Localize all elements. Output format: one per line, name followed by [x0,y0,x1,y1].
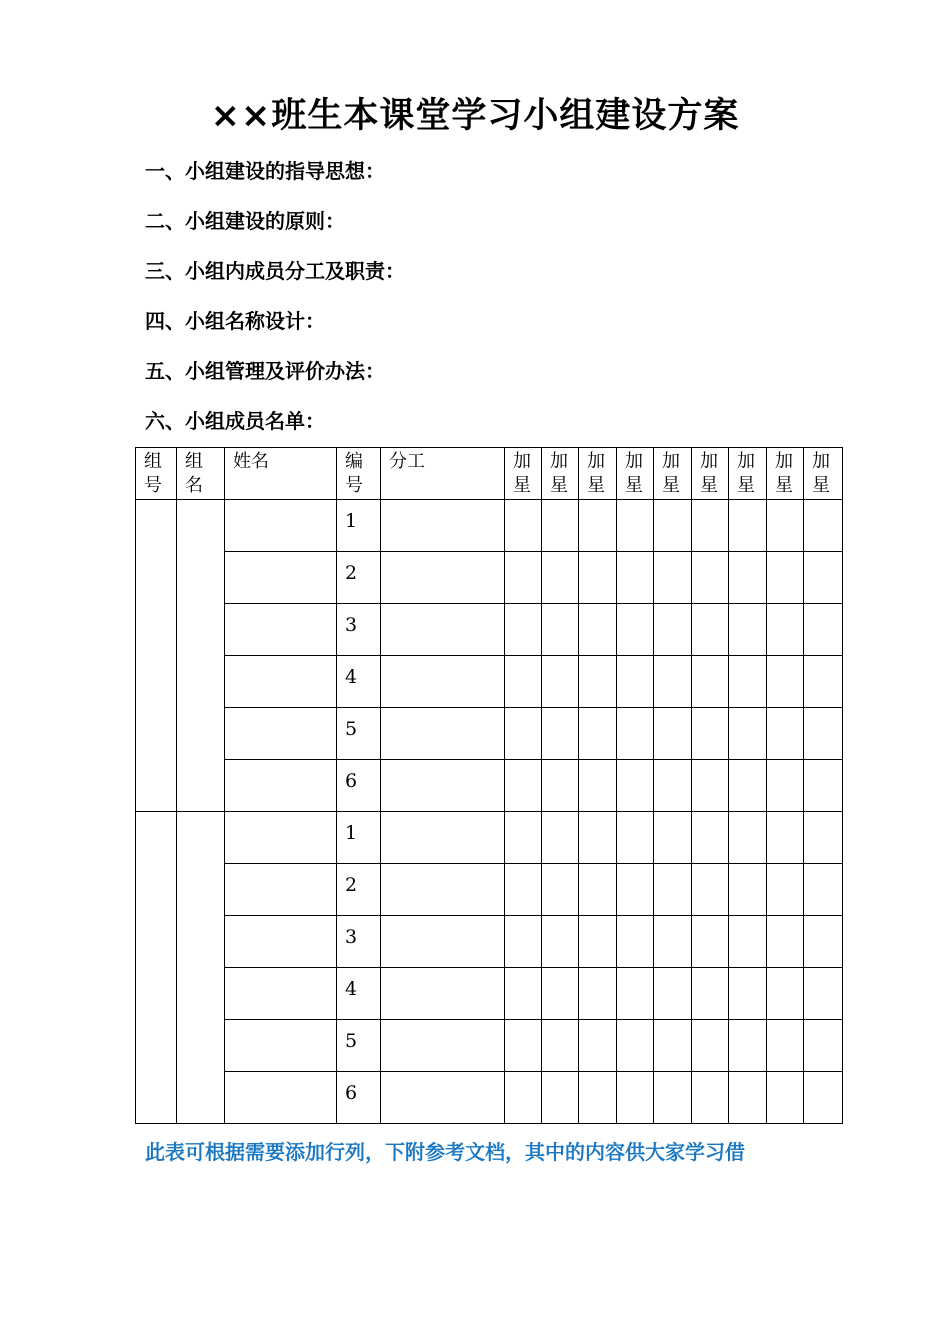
star-cell [654,604,692,656]
star-cell [729,656,767,708]
star-cell [804,968,843,1020]
member-role-cell [381,864,505,916]
star-cell [692,552,729,604]
member-name-cell [225,604,337,656]
star-cell [542,604,579,656]
star-cell [654,1072,692,1124]
table-header-row [136,448,843,500]
star-cell [692,1072,729,1124]
star-cell [617,604,654,656]
member-name-cell [225,812,337,864]
header-star: 加星 [579,448,617,500]
member-role-cell [381,552,505,604]
star-cell [617,812,654,864]
roster-table [135,447,843,1124]
member-number: 3 [345,926,358,948]
star-cell [729,500,767,552]
member-name-cell [225,1072,337,1124]
star-cell [729,604,767,656]
table-row [136,760,843,812]
table-row [136,656,843,708]
star-cell [505,1020,542,1072]
member-number: 6 [345,1082,358,1104]
star-cell [505,1072,542,1124]
member-role-cell [381,656,505,708]
star-cell [767,500,804,552]
member-number: 3 [345,614,358,636]
table-row [136,604,843,656]
star-cell [767,656,804,708]
member-role-cell [381,500,505,552]
header-star: 加星 [505,448,542,500]
star-cell [654,812,692,864]
member-number-cell [337,656,381,708]
section-list [145,155,405,455]
member-name-cell [225,864,337,916]
member-number-cell [337,968,381,1020]
star-cell [617,760,654,812]
star-cell [505,760,542,812]
star-cell [505,656,542,708]
star-cell [804,1020,843,1072]
footer-note: 此表可根据需要添加行列，下附参考文档，其中的内容供大家学习借 [145,1140,745,1164]
header-star: 加星 [542,448,579,500]
star-cell [729,1072,767,1124]
star-cell [505,552,542,604]
member-name-cell [225,552,337,604]
member-number-cell [337,864,381,916]
star-cell [692,812,729,864]
star-cell [579,864,617,916]
group-no-cell [136,500,177,812]
member-number-cell [337,708,381,760]
table-row [136,500,843,552]
member-name-cell [225,968,337,1020]
star-cell [804,604,843,656]
header-role: 分工 [381,448,505,500]
star-cell [692,656,729,708]
group-no-cell [136,812,177,1124]
star-cell [654,916,692,968]
member-name-cell [225,760,337,812]
section-heading: 四、小组名称设计： [145,309,325,333]
member-role-cell [381,968,505,1020]
member-role-cell [381,1020,505,1072]
star-cell [767,864,804,916]
star-cell [579,604,617,656]
star-cell [505,604,542,656]
member-role-cell [381,760,505,812]
star-cell [692,968,729,1020]
member-number-cell [337,552,381,604]
star-cell [767,708,804,760]
star-cell [542,864,579,916]
star-cell [692,500,729,552]
star-cell [804,760,843,812]
star-cell [505,500,542,552]
header-name: 姓名 [225,448,337,500]
star-cell [654,500,692,552]
member-number-cell [337,916,381,968]
star-cell [579,552,617,604]
member-number-cell [337,604,381,656]
section-heading: 五、小组管理及评价办法： [145,359,385,383]
star-cell [617,916,654,968]
star-cell [579,1072,617,1124]
star-cell [729,812,767,864]
member-number: 1 [345,822,358,844]
star-cell [804,500,843,552]
star-cell [729,552,767,604]
table-row [136,812,843,864]
header-star: 加星 [692,448,729,500]
table-row [136,864,843,916]
star-cell [692,1020,729,1072]
header-star: 加星 [654,448,692,500]
star-cell [617,968,654,1020]
header-group-no: 组号 [136,448,177,500]
star-cell [542,968,579,1020]
member-number-cell [337,1072,381,1124]
star-cell [654,656,692,708]
star-cell [505,864,542,916]
star-cell [729,916,767,968]
member-number: 2 [345,562,358,584]
star-cell [804,552,843,604]
header-star: 加星 [767,448,804,500]
member-number: 4 [345,666,358,688]
star-cell [729,968,767,1020]
star-cell [542,916,579,968]
member-number: 5 [345,718,358,740]
star-cell [579,916,617,968]
member-name-cell [225,708,337,760]
header-group-name: 组名 [177,448,225,500]
table-row [136,916,843,968]
member-name-cell [225,656,337,708]
star-cell [767,1020,804,1072]
star-cell [729,864,767,916]
star-cell [617,864,654,916]
group-name-cell [177,500,225,812]
star-cell [692,760,729,812]
member-role-cell [381,916,505,968]
star-cell [505,916,542,968]
star-cell [505,708,542,760]
star-cell [729,760,767,812]
document-title: ××班生本课堂学习小组建设方案 [210,96,740,136]
member-number-cell [337,1020,381,1072]
member-number: 5 [345,1030,358,1052]
star-cell [654,864,692,916]
star-cell [804,1072,843,1124]
star-cell [654,760,692,812]
star-cell [654,968,692,1020]
star-cell [505,812,542,864]
member-number: 4 [345,978,358,1000]
star-cell [767,760,804,812]
section-heading: 一、小组建设的指导思想： [145,159,385,183]
section-heading: 二、小组建设的原则： [145,209,345,233]
star-cell [542,760,579,812]
star-cell [617,708,654,760]
star-cell [767,552,804,604]
star-cell [579,708,617,760]
member-number-cell [337,812,381,864]
star-cell [692,916,729,968]
table-row [136,1020,843,1072]
star-cell [654,708,692,760]
star-cell [579,968,617,1020]
member-number: 6 [345,770,358,792]
star-cell [579,656,617,708]
star-cell [542,708,579,760]
member-role-cell [381,604,505,656]
header-star: 加星 [729,448,767,500]
header-star: 加星 [804,448,843,500]
star-cell [729,708,767,760]
star-cell [654,552,692,604]
header-number: 编号 [337,448,381,500]
star-cell [579,812,617,864]
header-star: 加星 [617,448,654,500]
member-role-cell [381,812,505,864]
section-heading: 三、小组内成员分工及职责： [145,259,405,283]
star-cell [542,1072,579,1124]
member-role-cell [381,708,505,760]
member-number: 1 [345,510,358,532]
star-cell [542,552,579,604]
section-heading: 六、小组成员名单： [145,409,325,433]
star-cell [617,1072,654,1124]
star-cell [692,708,729,760]
star-cell [804,812,843,864]
star-cell [767,812,804,864]
star-cell [804,864,843,916]
star-cell [654,1020,692,1072]
star-cell [767,968,804,1020]
member-number-cell [337,760,381,812]
star-cell [542,1020,579,1072]
star-cell [804,708,843,760]
star-cell [617,500,654,552]
star-cell [804,656,843,708]
star-cell [505,968,542,1020]
star-cell [692,864,729,916]
star-cell [617,552,654,604]
group-name-cell [177,812,225,1124]
star-cell [767,604,804,656]
star-cell [542,500,579,552]
member-number-cell [337,500,381,552]
member-role-cell [381,1072,505,1124]
member-number: 2 [345,874,358,896]
table-row [136,708,843,760]
star-cell [767,1072,804,1124]
star-cell [617,656,654,708]
table-row [136,968,843,1020]
member-name-cell [225,916,337,968]
star-cell [617,1020,654,1072]
star-cell [542,656,579,708]
star-cell [542,812,579,864]
member-name-cell [225,1020,337,1072]
star-cell [804,916,843,968]
star-cell [729,1020,767,1072]
table-row [136,1072,843,1124]
star-cell [692,604,729,656]
star-cell [579,760,617,812]
roster-body [136,500,843,1124]
star-cell [579,500,617,552]
member-name-cell [225,500,337,552]
table-row [136,552,843,604]
star-cell [579,1020,617,1072]
star-cell [767,916,804,968]
